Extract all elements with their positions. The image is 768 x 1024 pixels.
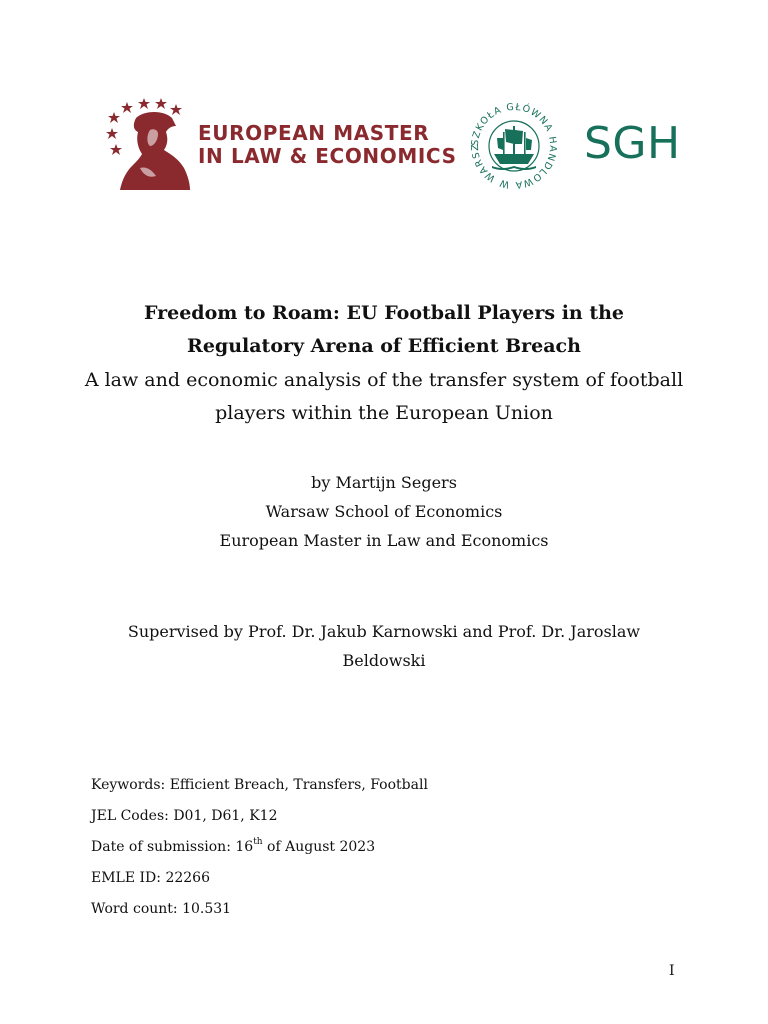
sgh-seal-icon — [464, 98, 568, 194]
sgh-logo — [464, 98, 704, 194]
author-program: European Master in Law and Economics — [219, 531, 549, 550]
emle-id: EMLE ID: 22266 — [91, 870, 210, 886]
submission-date-ordinal: th — [253, 837, 263, 848]
author-institution: Warsaw School of Economics — [265, 502, 503, 521]
supervisor-line2: Beldowski — [342, 651, 426, 670]
supervisor-line1: Supervised by Prof. Dr. Jakub Karnowski and Prof. Dr. Jaroslaw — [127, 622, 641, 641]
emle-wordmark-line1: EUROPEAN MASTER — [198, 121, 430, 145]
page-number: I — [669, 963, 675, 979]
emle-wordmark-line2: IN LAW & ECONOMICS — [198, 144, 457, 168]
sgh-wordmark: SGH — [584, 118, 681, 169]
word-count: Word count: 10.531 — [91, 901, 232, 917]
thesis-title — [0, 297, 768, 363]
author-name: by Martijn Segers — [311, 473, 457, 492]
submission-date — [91, 834, 428, 865]
thesis-subtitle — [0, 364, 768, 430]
submission-date-prefix: Date of submission: 16 — [91, 839, 254, 855]
thesis-title-line1: Freedom to Roam: EU Football Players in the — [143, 302, 625, 324]
jel-codes: JEL Codes: D01, D61, K12 — [91, 808, 278, 824]
emle-logo — [106, 96, 457, 190]
submission-date-suffix: of August 2023 — [262, 839, 376, 855]
author-block — [0, 468, 768, 555]
emle-wordmark — [198, 122, 457, 168]
erasmus-portrait-icon — [106, 96, 196, 190]
supervisor-block — [0, 617, 768, 675]
thesis-subtitle-line1: A law and economic analysis of the transfer system of football — [84, 369, 684, 391]
thesis-metadata — [91, 772, 428, 927]
sgh-seal-text: SZKOŁA GŁÓWNA HANDLOWA W WARSZ — [469, 101, 559, 191]
keywords: Keywords: Efficient Breach, Transfers, Football — [91, 777, 428, 793]
thesis-subtitle-line2: players within the European Union — [215, 402, 553, 424]
thesis-title-line2: Regulatory Arena of Efficient Breach — [187, 335, 581, 357]
